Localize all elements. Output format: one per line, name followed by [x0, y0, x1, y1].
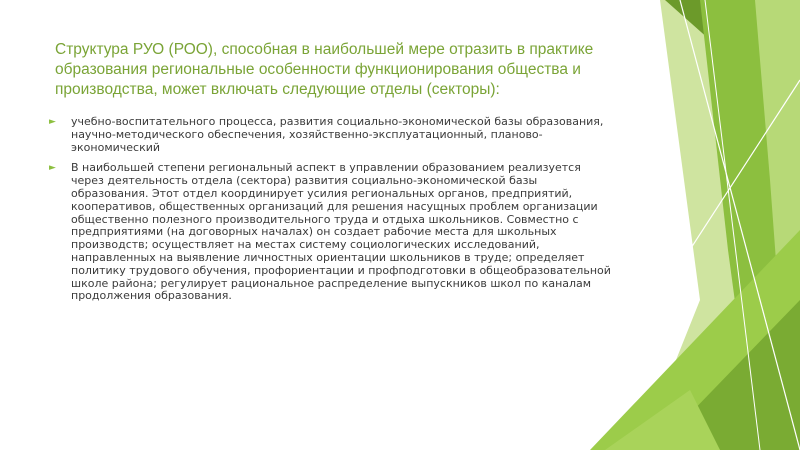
slide-title: Структура РУО (РОО), способная в наибольшей мере отразить в практике образования региональные особенности функционирования общества и производства, может включать следующие отделы (секторы): [55, 41, 594, 98]
bullet-item [49, 115, 615, 154]
bullet-arrow-icon: ► [49, 163, 56, 174]
bullet-arrow-icon: ► [49, 117, 56, 127]
bullet-text: В наибольшей степени региональный аспект в управлении образованием реализуется через деятельность отдела (сектора) развития социально-экономической базы образования. Этот отдел координирует усилия региональных органов, предприятий, кооперативов, общественных организаций для решения насущных проблем организации общественно полезного производительного труда и отдыха школьников. Совместно с предприятиями (на договорных началах) он создает рабочие места для школьных производств; осуществляет на местах систему социологических исследований, направленных на выявление личностных ориентации школьников в труде; определяет политику трудового обучения, профориентации и профподготовки в общеобразовательной школе района; регулирует рациональное распределение выпускников школ по каналам продолжения образования. [71, 161, 611, 303]
slide-content [49, 40, 615, 311]
bullet-item [49, 161, 615, 303]
bullet-text: учебно-воспитательного процесса, развития социально-экономической базы образования, научно-методического обеспечения, хозяйственно-эксплуатационный, планово-экономический [71, 115, 604, 154]
bullet-list [49, 115, 615, 303]
